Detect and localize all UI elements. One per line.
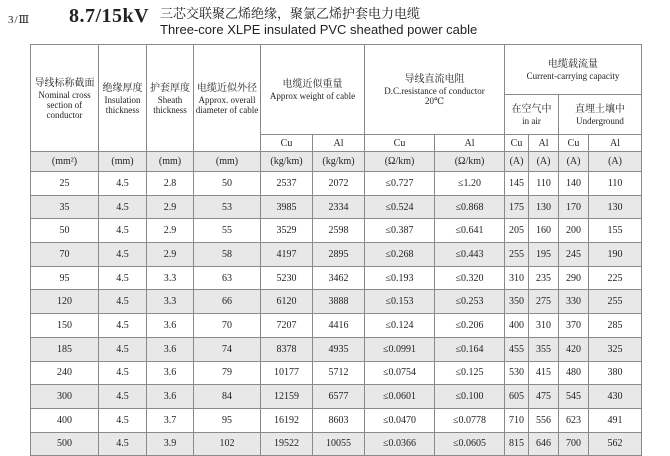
table-cell: ≤0.124	[365, 314, 435, 338]
table-cell: 420	[559, 337, 589, 361]
table-cell: 120	[31, 290, 99, 314]
table-cell: 79	[194, 361, 261, 385]
table-cell: ≤0.164	[435, 337, 505, 361]
table-cell: 4.5	[99, 432, 147, 456]
page-header	[0, 0, 670, 44]
table-cell: ≤0.0991	[365, 337, 435, 361]
unit-cell: (mm)	[99, 152, 147, 172]
table-cell: 145	[505, 172, 529, 196]
table-cell: 25	[31, 172, 99, 196]
table-cell: 4.5	[99, 314, 147, 338]
table-cell: 3529	[261, 219, 313, 243]
table-cell: 4.5	[99, 337, 147, 361]
table-row	[31, 290, 642, 314]
table-cell: 3.3	[147, 266, 194, 290]
table-cell: 330	[559, 290, 589, 314]
table-cell: 190	[589, 243, 642, 267]
col-weight: 电缆近似重量 Approx weight of cable	[261, 45, 365, 135]
table-cell: 815	[505, 432, 529, 456]
table-cell: ≤0.253	[435, 290, 505, 314]
table-cell: 12159	[261, 385, 313, 409]
table-cell: 55	[194, 219, 261, 243]
table-row	[31, 195, 642, 219]
table-cell: 53	[194, 195, 261, 219]
ground-al: Al	[589, 135, 642, 152]
table-cell: 562	[589, 432, 642, 456]
table-cell: 380	[589, 361, 642, 385]
weight-al: Al	[313, 135, 365, 152]
table-cell: 310	[529, 314, 559, 338]
table-cell: 95	[31, 266, 99, 290]
col-in-air: 在空气中 in air	[505, 95, 559, 135]
table-cell: 3.6	[147, 314, 194, 338]
table-cell: 10055	[313, 432, 365, 456]
table-cell: 3.6	[147, 361, 194, 385]
table-cell: 130	[589, 195, 642, 219]
table-cell: 255	[505, 243, 529, 267]
table-cell: ≤0.443	[435, 243, 505, 267]
table-cell: 58	[194, 243, 261, 267]
table-cell: 2598	[313, 219, 365, 243]
table-cell: 530	[505, 361, 529, 385]
table-cell: 4935	[313, 337, 365, 361]
table-cell: 2.9	[147, 243, 194, 267]
table-cell: 3.3	[147, 290, 194, 314]
weight-cu: Cu	[261, 135, 313, 152]
table-cell: 3.6	[147, 385, 194, 409]
table-row	[31, 432, 642, 456]
table-cell: 74	[194, 337, 261, 361]
unit-cell: (A)	[505, 152, 529, 172]
table-cell: 4197	[261, 243, 313, 267]
unit-cell: (A)	[529, 152, 559, 172]
table-cell: 70	[194, 314, 261, 338]
col-sheath: 护套厚度 Sheath thickness	[147, 45, 194, 152]
table-cell: 491	[589, 408, 642, 432]
table-cell: 35	[31, 195, 99, 219]
unit-cell: (A)	[589, 152, 642, 172]
table-cell: ≤1.20	[435, 172, 505, 196]
col-underground: 直埋土壤中 Underground	[559, 95, 642, 135]
table-cell: 2.9	[147, 195, 194, 219]
table-cell: 110	[589, 172, 642, 196]
table-cell: 350	[505, 290, 529, 314]
table-cell: 2.9	[147, 219, 194, 243]
table-cell: 63	[194, 266, 261, 290]
table-cell: 8378	[261, 337, 313, 361]
resistance-al: Al	[435, 135, 505, 152]
table-cell: 310	[505, 266, 529, 290]
table-cell: 290	[559, 266, 589, 290]
table-cell: 130	[529, 195, 559, 219]
air-cu: Cu	[505, 135, 529, 152]
table-cell: 415	[529, 361, 559, 385]
table-row	[31, 266, 642, 290]
table-cell: 355	[529, 337, 559, 361]
table-cell: 175	[505, 195, 529, 219]
table-cell: 140	[559, 172, 589, 196]
table-cell: 235	[529, 266, 559, 290]
table-cell: ≤0.727	[365, 172, 435, 196]
table-cell: 4.5	[99, 385, 147, 409]
table-cell: 5230	[261, 266, 313, 290]
table-body	[31, 152, 642, 456]
unit-cell: (kg/km)	[313, 152, 365, 172]
table-cell: ≤0.125	[435, 361, 505, 385]
table-cell: 430	[589, 385, 642, 409]
unit-cell: (mm²)	[31, 152, 99, 172]
table-cell: ≤0.868	[435, 195, 505, 219]
table-cell: 4.5	[99, 195, 147, 219]
table-cell: 545	[559, 385, 589, 409]
table-row	[31, 219, 642, 243]
table-header	[31, 45, 642, 152]
table-cell: 275	[529, 290, 559, 314]
table-cell: 4.5	[99, 266, 147, 290]
unit-cell: (kg/km)	[261, 152, 313, 172]
table-cell: ≤0.153	[365, 290, 435, 314]
table-cell: 3985	[261, 195, 313, 219]
col-cross-section: 导线标称截面 Nominal cross section of conductor	[31, 45, 99, 152]
table-cell: 4.5	[99, 408, 147, 432]
table-cell: 3462	[313, 266, 365, 290]
table-cell: ≤0.0754	[365, 361, 435, 385]
table-cell: 150	[31, 314, 99, 338]
table-cell: ≤0.206	[435, 314, 505, 338]
table-cell: 700	[559, 432, 589, 456]
table-cell: 10177	[261, 361, 313, 385]
table-cell: 4.5	[99, 290, 147, 314]
table-cell: 2334	[313, 195, 365, 219]
table-cell: 155	[589, 219, 642, 243]
table-row	[31, 314, 642, 338]
table-cell: 195	[529, 243, 559, 267]
table-cell: 3.7	[147, 408, 194, 432]
unit-cell: (mm)	[194, 152, 261, 172]
table-cell: 170	[559, 195, 589, 219]
table-cell: ≤0.0601	[365, 385, 435, 409]
table-cell: 5712	[313, 361, 365, 385]
table-cell: 646	[529, 432, 559, 456]
resistance-cu: Cu	[365, 135, 435, 152]
table-cell: 605	[505, 385, 529, 409]
table-cell: 623	[559, 408, 589, 432]
table-cell: 84	[194, 385, 261, 409]
table-cell: 245	[559, 243, 589, 267]
unit-cell: (Ω/km)	[435, 152, 505, 172]
air-al: Al	[529, 135, 559, 152]
table-row	[31, 385, 642, 409]
title-chinese: 三芯交联聚乙烯绝缘，聚氯乙烯护套电力电缆	[160, 7, 421, 22]
table-cell: 102	[194, 432, 261, 456]
table-cell: 50	[194, 172, 261, 196]
table-cell: 200	[559, 219, 589, 243]
table-cell: 556	[529, 408, 559, 432]
table-cell: 255	[589, 290, 642, 314]
title-english: Three-core XLPE insulated PVC sheathed power cable	[160, 22, 478, 37]
table-cell: 400	[505, 314, 529, 338]
table-cell: 300	[31, 385, 99, 409]
table-cell: 95	[194, 408, 261, 432]
table-cell: 2.8	[147, 172, 194, 196]
table-cell: 2072	[313, 172, 365, 196]
table-cell: ≤0.320	[435, 266, 505, 290]
table-cell: 185	[31, 337, 99, 361]
table-cell: ≤0.193	[365, 266, 435, 290]
table-cell: 225	[589, 266, 642, 290]
table-row	[31, 408, 642, 432]
table-cell: 4416	[313, 314, 365, 338]
table-row	[31, 337, 642, 361]
table-cell: ≤0.641	[435, 219, 505, 243]
table-cell: ≤0.0605	[435, 432, 505, 456]
table-cell: 160	[529, 219, 559, 243]
table-row	[31, 361, 642, 385]
table-cell: 110	[529, 172, 559, 196]
table-cell: 70	[31, 243, 99, 267]
cable-spec-table	[30, 44, 642, 456]
voltage-rating: 8.7/15kV	[69, 5, 150, 27]
table-cell: 285	[589, 314, 642, 338]
unit-cell: (Ω/km)	[365, 152, 435, 172]
table-cell: 4.5	[99, 361, 147, 385]
table-cell: ≤0.0778	[435, 408, 505, 432]
table-cell: 500	[31, 432, 99, 456]
table-cell: 3.6	[147, 337, 194, 361]
table-cell: 4.5	[99, 172, 147, 196]
table-cell: ≤0.268	[365, 243, 435, 267]
table-cell: 325	[589, 337, 642, 361]
col-current-capacity: 电缆载流量 Current-carrying capacity	[505, 45, 642, 95]
unit-cell: (A)	[559, 152, 589, 172]
table-cell: 19522	[261, 432, 313, 456]
table-cell: 8603	[313, 408, 365, 432]
table-cell: 6577	[313, 385, 365, 409]
table-cell: ≤0.100	[435, 385, 505, 409]
table-cell: 205	[505, 219, 529, 243]
table-cell: 370	[559, 314, 589, 338]
unit-cell: (mm)	[147, 152, 194, 172]
table-row	[31, 243, 642, 267]
table-cell: 710	[505, 408, 529, 432]
table-cell: ≤0.387	[365, 219, 435, 243]
section-number: 3/Ⅲ	[8, 14, 31, 26]
table-cell: 2537	[261, 172, 313, 196]
table-row	[31, 172, 642, 196]
table-cell: 400	[31, 408, 99, 432]
col-diameter: 电缆近似外径 Approx. overall diameter of cable	[194, 45, 261, 152]
table-cell: 6120	[261, 290, 313, 314]
table-cell: ≤0.0470	[365, 408, 435, 432]
table-cell: 66	[194, 290, 261, 314]
table-cell: 4.5	[99, 243, 147, 267]
table-cell: 240	[31, 361, 99, 385]
table-cell: 4.5	[99, 219, 147, 243]
col-insulation: 绝缘厚度 Insulation thickness	[99, 45, 147, 152]
table-cell: 3888	[313, 290, 365, 314]
table-cell: ≤0.524	[365, 195, 435, 219]
table-cell: 50	[31, 219, 99, 243]
table-cell: ≤0.0366	[365, 432, 435, 456]
table-cell: 7207	[261, 314, 313, 338]
table-cell: 2895	[313, 243, 365, 267]
ground-cu: Cu	[559, 135, 589, 152]
units-row	[31, 152, 642, 172]
table-cell: 480	[559, 361, 589, 385]
table-cell: 3.9	[147, 432, 194, 456]
table-cell: 455	[505, 337, 529, 361]
table-cell: 475	[529, 385, 559, 409]
table-cell: 16192	[261, 408, 313, 432]
col-resistance: 导线直流电阻 D.C.resistance of conductor 20℃	[365, 45, 505, 135]
